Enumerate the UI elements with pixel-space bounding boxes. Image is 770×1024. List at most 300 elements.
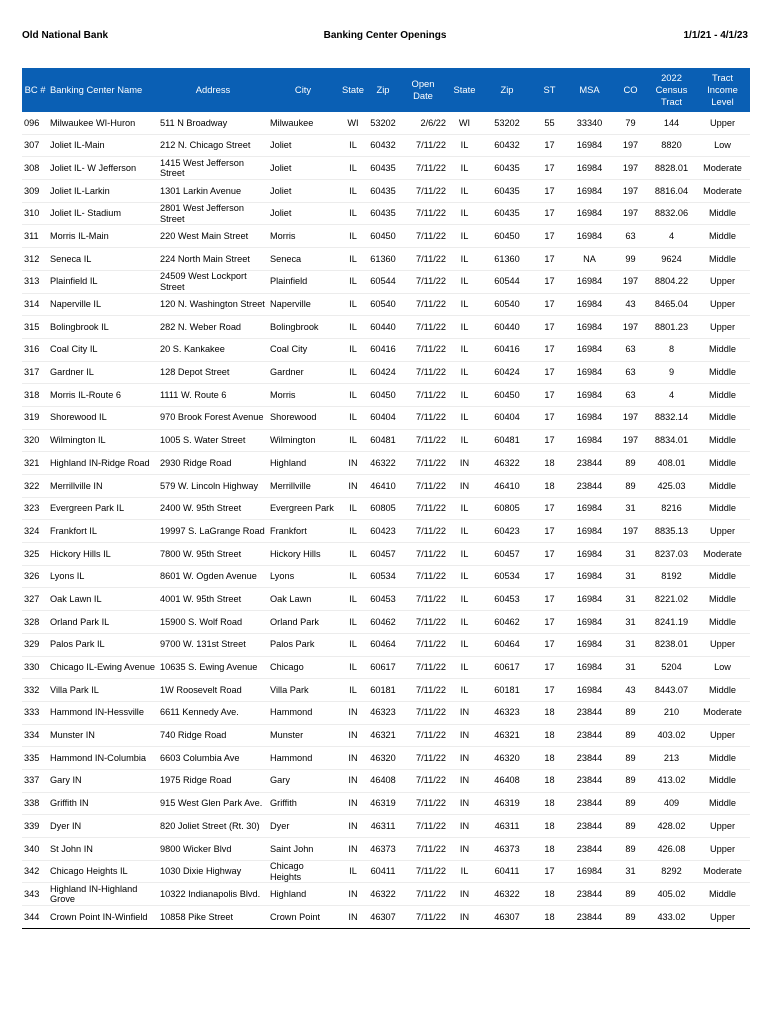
cell-bc-number: 332: [22, 679, 48, 702]
cell-msa: 16984: [566, 134, 613, 157]
cell-msa: 16984: [566, 429, 613, 452]
cell-st: 17: [533, 429, 566, 452]
cell-st: 18: [533, 747, 566, 770]
table-row: [22, 248, 750, 271]
table-row: [22, 565, 750, 588]
cell-state: IL: [338, 611, 368, 634]
cell-address: 579 W. Lincoln Highway: [158, 475, 268, 498]
table-row: [22, 475, 750, 498]
cell-banking-center-name: Highland IN-Highland Grove: [48, 883, 158, 906]
cell-zip-2: 60440: [481, 316, 533, 339]
cell-bc-number: 343: [22, 883, 48, 906]
cell-tract-income-level: Middle: [695, 452, 750, 475]
cell-co: 31: [613, 611, 648, 634]
cell-banking-center-name: Joliet IL- W Jefferson: [48, 157, 158, 180]
cell-msa: 16984: [566, 520, 613, 543]
cell-banking-center-name: Lyons IL: [48, 565, 158, 588]
cell-address: 9800 Wicker Blvd: [158, 838, 268, 861]
cell-state-2: IL: [448, 157, 481, 180]
cell-co: 31: [613, 543, 648, 566]
cell-st: 17: [533, 293, 566, 316]
cell-city: Gardner: [268, 361, 338, 384]
cell-open-date: 7/11/22: [398, 475, 448, 498]
cell-st: 17: [533, 565, 566, 588]
cell-city: Chicago Heights: [268, 860, 338, 883]
cell-banking-center-name: Hickory Hills IL: [48, 543, 158, 566]
cell-city: Joliet: [268, 202, 338, 225]
cell-co: 63: [613, 338, 648, 361]
cell-state: IL: [338, 520, 368, 543]
cell-state: IL: [338, 316, 368, 339]
cell-co: 63: [613, 225, 648, 248]
cell-bc-number: 340: [22, 838, 48, 861]
cell-co: 197: [613, 429, 648, 452]
cell-open-date: 7/11/22: [398, 134, 448, 157]
cell-tract-income-level: Middle: [695, 429, 750, 452]
cell-banking-center-name: Munster IN: [48, 724, 158, 747]
table-row: [22, 338, 750, 361]
cell-census-tract: 4: [648, 225, 695, 248]
cell-state-2: IN: [448, 883, 481, 906]
cell-open-date: 7/11/22: [398, 769, 448, 792]
cell-st: 17: [533, 270, 566, 293]
cell-msa: 23844: [566, 724, 613, 747]
cell-zip: 60462: [368, 611, 398, 634]
cell-state-2: IL: [448, 520, 481, 543]
cell-st: 17: [533, 134, 566, 157]
cell-state: IN: [338, 792, 368, 815]
cell-msa: 16984: [566, 633, 613, 656]
cell-bc-number: 323: [22, 497, 48, 520]
cell-state: IN: [338, 838, 368, 861]
cell-city: Crown Point: [268, 906, 338, 929]
cell-banking-center-name: Seneca IL: [48, 248, 158, 271]
cell-state-2: IL: [448, 134, 481, 157]
cell-st: 18: [533, 815, 566, 838]
cell-tract-income-level: Moderate: [695, 157, 750, 180]
cell-bc-number: 313: [22, 270, 48, 293]
cell-co: 89: [613, 475, 648, 498]
table-row: [22, 225, 750, 248]
cell-msa: 33340: [566, 112, 613, 134]
col-header-state: State: [338, 68, 368, 112]
cell-open-date: 7/11/22: [398, 883, 448, 906]
cell-co: 63: [613, 361, 648, 384]
cell-co: 197: [613, 316, 648, 339]
table-row: [22, 406, 750, 429]
cell-st: 17: [533, 860, 566, 883]
cell-tract-income-level: Middle: [695, 883, 750, 906]
table-row: [22, 769, 750, 792]
cell-tract-income-level: Middle: [695, 475, 750, 498]
cell-city: Griffith: [268, 792, 338, 815]
cell-zip: 60432: [368, 134, 398, 157]
table-row: [22, 792, 750, 815]
col-header-banking-center-name: Banking Center Name: [48, 68, 158, 112]
cell-state-2: IN: [448, 475, 481, 498]
cell-msa: 16984: [566, 497, 613, 520]
cell-state: IN: [338, 906, 368, 929]
table-row: [22, 883, 750, 906]
cell-census-tract: 8834.01: [648, 429, 695, 452]
cell-zip-2: 60411: [481, 860, 533, 883]
cell-banking-center-name: Joliet IL-Larkin: [48, 180, 158, 203]
cell-msa: 23844: [566, 452, 613, 475]
cell-bc-number: 330: [22, 656, 48, 679]
cell-state: IL: [338, 679, 368, 702]
cell-census-tract: 425.03: [648, 475, 695, 498]
cell-open-date: 7/11/22: [398, 520, 448, 543]
cell-census-tract: 8238.01: [648, 633, 695, 656]
cell-zip-2: 60435: [481, 202, 533, 225]
cell-zip-2: 60453: [481, 588, 533, 611]
cell-state: IL: [338, 338, 368, 361]
cell-st: 18: [533, 883, 566, 906]
cell-address: 128 Depot Street: [158, 361, 268, 384]
cell-state-2: IN: [448, 815, 481, 838]
cell-msa: 23844: [566, 792, 613, 815]
cell-bc-number: 319: [22, 406, 48, 429]
cell-state: IL: [338, 565, 368, 588]
cell-tract-income-level: Low: [695, 134, 750, 157]
table-row: [22, 112, 750, 134]
cell-bc-number: 325: [22, 543, 48, 566]
cell-address: 820 Joliet Street (Rt. 30): [158, 815, 268, 838]
cell-tract-income-level: Upper: [695, 838, 750, 861]
cell-state-2: IN: [448, 724, 481, 747]
cell-co: 31: [613, 565, 648, 588]
cell-banking-center-name: Chicago Heights IL: [48, 860, 158, 883]
cell-banking-center-name: Morris IL-Route 6: [48, 384, 158, 407]
cell-city: Coal City: [268, 338, 338, 361]
cell-state: IN: [338, 747, 368, 770]
cell-state-2: IL: [448, 497, 481, 520]
table-row: [22, 202, 750, 225]
cell-banking-center-name: Coal City IL: [48, 338, 158, 361]
cell-zip-2: 53202: [481, 112, 533, 134]
cell-address: 9700 W. 131st Street: [158, 633, 268, 656]
cell-zip: 60423: [368, 520, 398, 543]
cell-bc-number: 333: [22, 701, 48, 724]
cell-open-date: 7/11/22: [398, 452, 448, 475]
cell-zip-2: 46323: [481, 701, 533, 724]
cell-co: 197: [613, 270, 648, 293]
cell-co: 197: [613, 202, 648, 225]
table-row: [22, 520, 750, 543]
cell-open-date: 2/6/22: [398, 112, 448, 134]
table-body: [22, 112, 750, 928]
cell-zip-2: 60435: [481, 157, 533, 180]
cell-co: 89: [613, 906, 648, 929]
cell-tract-income-level: Upper: [695, 815, 750, 838]
cell-st: 18: [533, 906, 566, 929]
cell-state-2: IL: [448, 406, 481, 429]
cell-zip: 60453: [368, 588, 398, 611]
cell-zip: 46307: [368, 906, 398, 929]
cell-state-2: IL: [448, 248, 481, 271]
cell-st: 17: [533, 679, 566, 702]
cell-zip: 46322: [368, 452, 398, 475]
cell-st: 17: [533, 180, 566, 203]
cell-tract-income-level: Moderate: [695, 543, 750, 566]
cell-state-2: IN: [448, 792, 481, 815]
cell-co: 197: [613, 406, 648, 429]
cell-state: IL: [338, 656, 368, 679]
cell-census-tract: 8241.19: [648, 611, 695, 634]
cell-census-tract: 409: [648, 792, 695, 815]
cell-state: IN: [338, 475, 368, 498]
cell-co: 197: [613, 180, 648, 203]
cell-co: 197: [613, 134, 648, 157]
cell-tract-income-level: Upper: [695, 906, 750, 929]
cell-zip-2: 60181: [481, 679, 533, 702]
cell-address: 4001 W. 95th Street: [158, 588, 268, 611]
cell-zip-2: 60617: [481, 656, 533, 679]
cell-census-tract: 5204: [648, 656, 695, 679]
cell-zip-2: 60544: [481, 270, 533, 293]
cell-zip: 60457: [368, 543, 398, 566]
cell-address: 2400 W. 95th Street: [158, 497, 268, 520]
cell-banking-center-name: Villa Park IL: [48, 679, 158, 702]
cell-banking-center-name: Hammond IN-Hessville: [48, 701, 158, 724]
cell-tract-income-level: Middle: [695, 497, 750, 520]
cell-st: 17: [533, 611, 566, 634]
cell-st: 17: [533, 361, 566, 384]
cell-zip: 53202: [368, 112, 398, 134]
cell-open-date: 7/11/22: [398, 384, 448, 407]
cell-msa: 16984: [566, 316, 613, 339]
cell-st: 17: [533, 316, 566, 339]
cell-co: 89: [613, 701, 648, 724]
cell-census-tract: 8: [648, 338, 695, 361]
cell-msa: 23844: [566, 701, 613, 724]
cell-city: Chicago: [268, 656, 338, 679]
table-row: [22, 157, 750, 180]
cell-tract-income-level: Low: [695, 656, 750, 679]
cell-co: 31: [613, 633, 648, 656]
cell-banking-center-name: Bolingbrook IL: [48, 316, 158, 339]
cell-msa: 16984: [566, 225, 613, 248]
cell-co: 197: [613, 520, 648, 543]
cell-zip-2: 60423: [481, 520, 533, 543]
table-row: [22, 611, 750, 634]
cell-st: 18: [533, 452, 566, 475]
cell-state-2: IN: [448, 838, 481, 861]
cell-co: 89: [613, 838, 648, 861]
cell-city: Hammond: [268, 747, 338, 770]
cell-msa: 16984: [566, 860, 613, 883]
cell-city: Oak Lawn: [268, 588, 338, 611]
cell-open-date: 7/11/22: [398, 679, 448, 702]
cell-zip-2: 46408: [481, 769, 533, 792]
cell-msa: 16984: [566, 588, 613, 611]
cell-address: 1111 W. Route 6: [158, 384, 268, 407]
cell-open-date: 7/11/22: [398, 248, 448, 271]
cell-state-2: IL: [448, 361, 481, 384]
cell-zip-2: 60416: [481, 338, 533, 361]
cell-bc-number: 308: [22, 157, 48, 180]
cell-state: IL: [338, 180, 368, 203]
table-row: [22, 293, 750, 316]
cell-open-date: 7/11/22: [398, 656, 448, 679]
cell-co: 31: [613, 656, 648, 679]
cell-banking-center-name: Chicago IL-Ewing Avenue: [48, 656, 158, 679]
cell-msa: 16984: [566, 270, 613, 293]
cell-zip: 46410: [368, 475, 398, 498]
table-row: [22, 316, 750, 339]
cell-zip: 60450: [368, 384, 398, 407]
cell-tract-income-level: Middle: [695, 565, 750, 588]
cell-zip: 60544: [368, 270, 398, 293]
cell-msa: NA: [566, 248, 613, 271]
table-row: [22, 633, 750, 656]
table-row: [22, 543, 750, 566]
cell-census-tract: 426.08: [648, 838, 695, 861]
cell-msa: 16984: [566, 180, 613, 203]
banking-center-table: [22, 68, 750, 929]
cell-state-2: IL: [448, 338, 481, 361]
cell-zip: 60464: [368, 633, 398, 656]
cell-state: IN: [338, 883, 368, 906]
cell-state: IN: [338, 452, 368, 475]
cell-census-tract: 8835.13: [648, 520, 695, 543]
cell-bc-number: 320: [22, 429, 48, 452]
cell-bc-number: 324: [22, 520, 48, 543]
cell-state: IN: [338, 815, 368, 838]
cell-zip: 60404: [368, 406, 398, 429]
cell-state-2: IL: [448, 429, 481, 452]
cell-st: 17: [533, 248, 566, 271]
cell-banking-center-name: Wilmington IL: [48, 429, 158, 452]
cell-census-tract: 144: [648, 112, 695, 134]
cell-address: 2930 Ridge Road: [158, 452, 268, 475]
cell-open-date: 7/11/22: [398, 724, 448, 747]
cell-census-tract: 8832.06: [648, 202, 695, 225]
cell-state-2: IL: [448, 384, 481, 407]
cell-census-tract: 9: [648, 361, 695, 384]
cell-tract-income-level: Upper: [695, 112, 750, 134]
cell-zip: 60435: [368, 180, 398, 203]
cell-bc-number: 342: [22, 860, 48, 883]
cell-address: 7800 W. 95th Street: [158, 543, 268, 566]
table-row: [22, 747, 750, 770]
cell-banking-center-name: St John IN: [48, 838, 158, 861]
cell-msa: 16984: [566, 361, 613, 384]
cell-census-tract: 8828.01: [648, 157, 695, 180]
cell-city: Orland Park: [268, 611, 338, 634]
cell-zip: 46311: [368, 815, 398, 838]
cell-st: 17: [533, 202, 566, 225]
cell-state-2: IL: [448, 679, 481, 702]
cell-city: Highland: [268, 883, 338, 906]
cell-tract-income-level: Middle: [695, 225, 750, 248]
cell-banking-center-name: Naperville IL: [48, 293, 158, 316]
table-row: [22, 656, 750, 679]
cell-msa: 16984: [566, 293, 613, 316]
cell-state: IN: [338, 701, 368, 724]
cell-tract-income-level: Moderate: [695, 180, 750, 203]
cell-tract-income-level: Upper: [695, 520, 750, 543]
table-row: [22, 180, 750, 203]
col-header-st: ST: [533, 68, 566, 112]
cell-state: IL: [338, 429, 368, 452]
cell-msa: 23844: [566, 747, 613, 770]
cell-banking-center-name: Merrillville IN: [48, 475, 158, 498]
cell-zip-2: 60432: [481, 134, 533, 157]
cell-address: 19997 S. LaGrange Road: [158, 520, 268, 543]
cell-open-date: 7/11/22: [398, 565, 448, 588]
cell-zip-2: 46410: [481, 475, 533, 498]
cell-co: 89: [613, 815, 648, 838]
cell-banking-center-name: Joliet IL-Main: [48, 134, 158, 157]
cell-co: 89: [613, 769, 648, 792]
cell-state-2: IL: [448, 180, 481, 203]
cell-address: 970 Brook Forest Avenue: [158, 406, 268, 429]
table-row: [22, 701, 750, 724]
cell-banking-center-name: Griffith IN: [48, 792, 158, 815]
cell-co: 89: [613, 883, 648, 906]
cell-st: 17: [533, 225, 566, 248]
cell-open-date: 7/11/22: [398, 338, 448, 361]
cell-st: 18: [533, 792, 566, 815]
cell-open-date: 7/11/22: [398, 588, 448, 611]
cell-bc-number: 337: [22, 769, 48, 792]
cell-address: 120 N. Washington Street: [158, 293, 268, 316]
cell-state: IL: [338, 384, 368, 407]
cell-open-date: 7/11/22: [398, 860, 448, 883]
cell-zip: 46408: [368, 769, 398, 792]
cell-banking-center-name: Oak Lawn IL: [48, 588, 158, 611]
cell-zip-2: 60462: [481, 611, 533, 634]
cell-city: Hickory Hills: [268, 543, 338, 566]
cell-state: IN: [338, 769, 368, 792]
cell-co: 63: [613, 384, 648, 407]
cell-st: 18: [533, 838, 566, 861]
cell-state-2: IL: [448, 225, 481, 248]
cell-state: IL: [338, 134, 368, 157]
cell-state-2: IL: [448, 656, 481, 679]
cell-banking-center-name: Hammond IN-Columbia: [48, 747, 158, 770]
cell-tract-income-level: Middle: [695, 747, 750, 770]
cell-zip: 60481: [368, 429, 398, 452]
cell-zip: 60450: [368, 225, 398, 248]
cell-address: 24509 West Lockport Street: [158, 270, 268, 293]
cell-st: 17: [533, 588, 566, 611]
cell-address: 1005 S. Water Street: [158, 429, 268, 452]
table-row: [22, 361, 750, 384]
cell-zip: 46320: [368, 747, 398, 770]
cell-address: 10635 S. Ewing Avenue: [158, 656, 268, 679]
cell-msa: 16984: [566, 611, 613, 634]
col-header-zip-2: Zip: [481, 68, 533, 112]
cell-msa: 16984: [566, 384, 613, 407]
cell-state-2: IN: [448, 906, 481, 929]
cell-banking-center-name: Orland Park IL: [48, 611, 158, 634]
cell-census-tract: 8221.02: [648, 588, 695, 611]
cell-city: Frankfort: [268, 520, 338, 543]
cell-bc-number: 335: [22, 747, 48, 770]
cell-census-tract: 8192: [648, 565, 695, 588]
table-row: [22, 815, 750, 838]
cell-census-tract: 405.02: [648, 883, 695, 906]
cell-tract-income-level: Moderate: [695, 860, 750, 883]
cell-msa: 16984: [566, 338, 613, 361]
cell-open-date: 7/11/22: [398, 906, 448, 929]
cell-bc-number: 309: [22, 180, 48, 203]
cell-open-date: 7/11/22: [398, 747, 448, 770]
bank-name: Old National Bank: [22, 30, 109, 41]
table-row: [22, 906, 750, 929]
